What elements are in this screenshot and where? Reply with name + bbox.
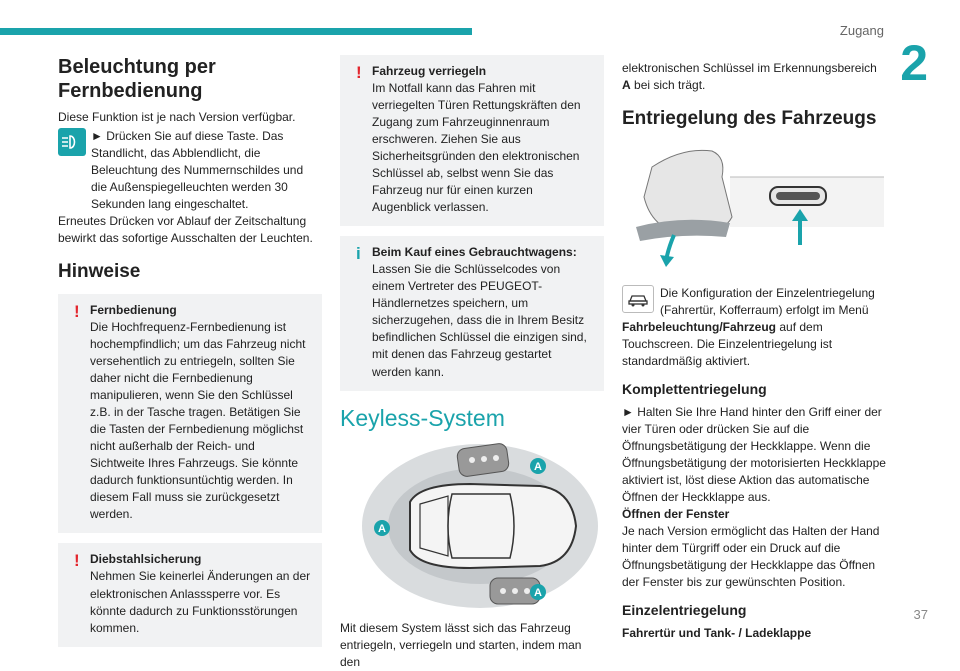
warning-box-antitheft <box>58 543 322 646</box>
zone-a-marker <box>530 584 546 600</box>
zone-label: A <box>378 523 386 536</box>
zone-reference: A <box>622 78 631 93</box>
keyless-continuation <box>622 60 886 94</box>
zone-a-marker <box>530 458 546 474</box>
warning-box-title: Fernbedienung <box>90 303 177 318</box>
remote-lighting-title: Beleuchtung per Fernbedienung <box>58 56 216 102</box>
complete-unlock-text: ► Halten Sie Ihre Hand hinter den Griff einer der vier Türen oder drücken Sie auf die Öffnungsbetätigung der Heckklappe. Wenn die Öffnungsbetätigung der motorisierten Heckklappe aktiviert ist, löst diese Aktion das automatische Öffnen der Heckklappe aus. <box>622 404 886 505</box>
warning-icon: ! <box>74 302 80 322</box>
continuation-text: elektronischen Schlüssel im Erkennungsbereich <box>622 61 877 75</box>
unlock-title: Entriegelung des Fahrzeugs <box>622 108 877 130</box>
page-number: 37 <box>913 607 928 622</box>
windows-title: Öffnen der Fenster <box>622 507 730 522</box>
column-middle <box>340 55 604 671</box>
keyless-zone-illustration <box>340 440 604 612</box>
warning-box-text: Nehmen Sie keinerlei Änderungen an der elektronischen Anlasssperre vor. Es könnte dadurch zu Funktionsstörungen kommen. <box>90 569 311 635</box>
warning-box-title: Fahrzeug verriegeln <box>372 64 487 78</box>
car-settings-icon <box>622 285 654 313</box>
windows-text: Je nach Version ermöglicht das Halten der Hand hinter dem Türgriff oder ein Druck auf die Öffnungsbetätigung der Heckklappe das Öffnen der Fenster bis zur gewünschten Position. <box>622 524 880 590</box>
section-name: Zugang <box>839 23 884 38</box>
config-end: auf dem Touchscreen. Die Einzelentriegelung ist standardmäßig aktiviert. <box>622 319 833 368</box>
warning-box-text: Die Hochfrequenz-Fernbedienung ist hochempfindlich; um das Fahrzeug nicht versehentlich zu entriegeln, sollten Sie daher nicht die Fernbedienung manipulieren, wenn Sie den Schlüssel z.B. in der Tasche tragen. Betätigen Sie die Tasten der Fernbedienung möglichst nicht außerhalb der Reich- und Sichtweite Ihres Fahrzeugs. Sie könnte dadurch funktionsuntüchtig werden. In diesem Fall muss sie zurückgesetzt werden. <box>90 320 306 522</box>
zone-a-marker <box>374 520 390 536</box>
availability-note: Diese Funktion ist je nach Version verfügbar. <box>58 110 296 124</box>
info-box-used-car <box>340 236 604 390</box>
info-box-title: Beim Kauf eines Gebrauchtwagens: <box>372 245 577 260</box>
top-accent-bar <box>0 28 472 35</box>
warning-box-title: Diebstahlsicherung <box>90 552 202 567</box>
door-handle-illustration <box>622 137 886 277</box>
lighting-step <box>58 128 322 213</box>
warning-icon: ! <box>356 63 362 82</box>
keyless-title: Keyless-System <box>340 404 505 431</box>
lighting-step-note: Erneutes Drücken vor Ablauf der Zeitschaltung bewirkt das sofortige Ausschalten der Leuchten. <box>58 214 313 246</box>
notes-title: Hinweise <box>58 261 141 283</box>
menu-path: Fahrbeleuchtung/Fahrzeug <box>622 319 777 334</box>
warning-icon: ! <box>74 551 80 571</box>
config-continuation <box>622 319 886 370</box>
zone-label: A <box>534 587 542 600</box>
warning-box-remote <box>58 294 322 533</box>
single-unlock-title: Einzelentriegelung <box>622 602 747 619</box>
complete-unlock-title: Komplettentriegelung <box>622 381 767 398</box>
config-text: Die Konfiguration der Einzelentriegelung (Fahrertür, Kofferraum) erfolgt im Menü <box>660 285 875 317</box>
headlight-icon <box>58 128 86 156</box>
column-left <box>58 55 322 657</box>
lighting-step-text: ► Drücken Sie auf diese Taste. Das Standlicht, das Abblendlicht, die Beleuchtung des Nummernschildes und die Außenspiegelleuchten werden 30 Sekunden lang eingeschaltet. <box>91 129 304 212</box>
single-unlock-subtitle: Fahrertür und Tank- / Ladeklappe <box>622 626 812 641</box>
warning-box-lock <box>340 55 604 226</box>
config-note <box>622 285 886 319</box>
keyless-description: Mit diesem System lässt sich das Fahrzeug entriegeln, verriegeln und starten, indem man den <box>340 621 582 670</box>
continuation-end: bei sich trägt. <box>634 78 706 93</box>
info-icon: i <box>356 244 361 264</box>
column-right <box>622 60 886 642</box>
zone-label: A <box>534 461 542 474</box>
info-box-text: Lassen Sie die Schlüsselcodes von einem Vertreter des PEUGEOT-Händlernetzes speichern, um sicherzugehen, dass die in Ihrem Besitz befindlichen Schlüssel die einzigen sind, mit denen das Fahrzeug gestartet werden kann. <box>372 262 587 379</box>
chapter-number: 2 <box>900 35 928 91</box>
warning-box-text: Im Notfall kann das Fahren mit verriegelten Türen Rettungskräften den Zugang zum Fahrzeuginnenraum erschweren. Ziehen Sie aus Sicherheitsgründen den elektronischen Schlüssel ab, selbst wenn Sie das Fahrzeug nur für einen kurzen Augenblick verlassen. <box>372 81 581 215</box>
